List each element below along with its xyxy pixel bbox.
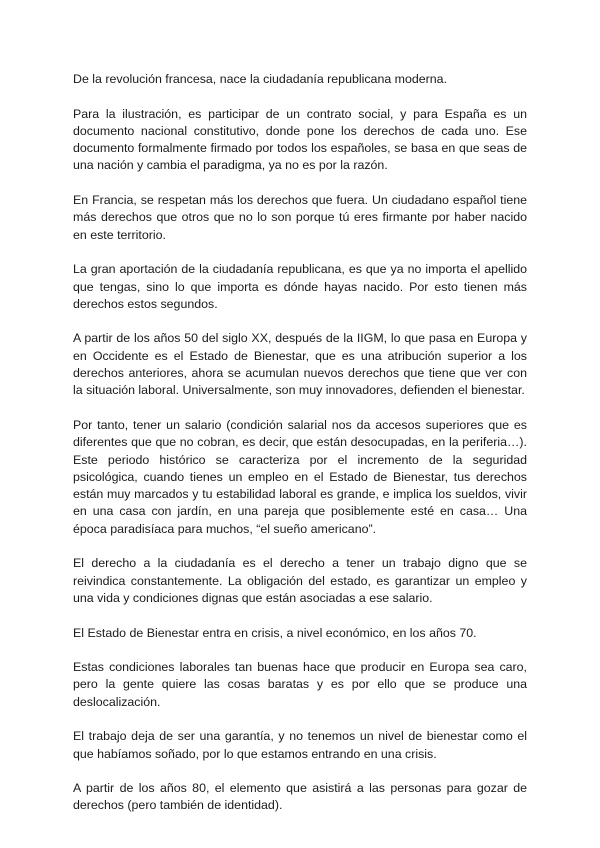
paragraph-11: A partir de los años 80, el elemento que asistirá a las personas para gozar de derechos (pero también de identidad). (73, 781, 527, 813)
paragraph-8: El Estado de Bienestar entra en crisis, a nivel económico, en los años 70. (73, 625, 477, 640)
paragraph-7: El derecho a la ciudadanía es el derecho a tener un trabajo digno que se reivindica constantemente. La obligación del estado, es garantizar un empleo y una vida y condiciones dignas que están asociadas a ese salario. (73, 556, 527, 605)
paragraph-2: Para la ilustración, es participar de un contrato social, y para España es un documento nacional constitutivo, donde pone los derechos de cada uno. Ese documento formalmente firmado por todos los españoles, se basa en que seas de una nación y cambia el paradigma, ya no es por la razón. (73, 106, 527, 173)
paragraph-1: De la revolución francesa, nace la ciudadanía republicana moderna. (73, 72, 448, 86)
paragraph-6: Por tanto, tener un salario (condición salarial nos da accesos superiores que es diferentes que que no cobran, es decir, que están desocupadas, en la periferia…). Este periodo histórico se caracteriza por el incremento de la seguridad psicológica, cuando tienes un empleo en el Estado de Bienestar, tus derechos están muy marcados y tu estabilidad laboral es grande, e implica los sueldos, vivir en una casa con jardín, en una pareja que posiblemente esté en casa… Una época paradisíaca para muchos, “el sueño americano”. (73, 417, 527, 536)
paragraph-3: En Francia, se respetan más los derechos que fuera. Un ciudadano español tiene más derechos que otros que no lo son porque tú eres firmante por haber nacido en este territorio. (73, 193, 527, 242)
paragraph-5: A partir de los años 50 del siglo XX, después de la IIGM, lo que pasa en Europa y en Occidente es el Estado de Bienestar, que es una atribución superior a los derechos anteriores, ahora se acumulan nuevos derechos que tiene que ver con la situación laboral. Universalmente, son muy innovadores, defienden el bienestar. (73, 331, 527, 398)
paragraph-4: La gran aportación de la ciudadanía republicana, es que ya no importa el apellido que tengas, sino lo que importa es dónde hayas nacido. Por esto tienen más derechos estos segundos. (73, 262, 527, 311)
paragraph-10: El trabajo deja de ser una garantía, y no tenemos un nivel de bienestar como el que habíamos soñado, por lo que estamos entrando en una crisis. (73, 729, 527, 761)
paragraph-9: Estas condiciones laborales tan buenas hace que producir en Europa sea caro, pero la gente quiere las cosas baratas y es por ello que se produce una deslocalización. (73, 660, 527, 709)
document-body (73, 71, 527, 832)
